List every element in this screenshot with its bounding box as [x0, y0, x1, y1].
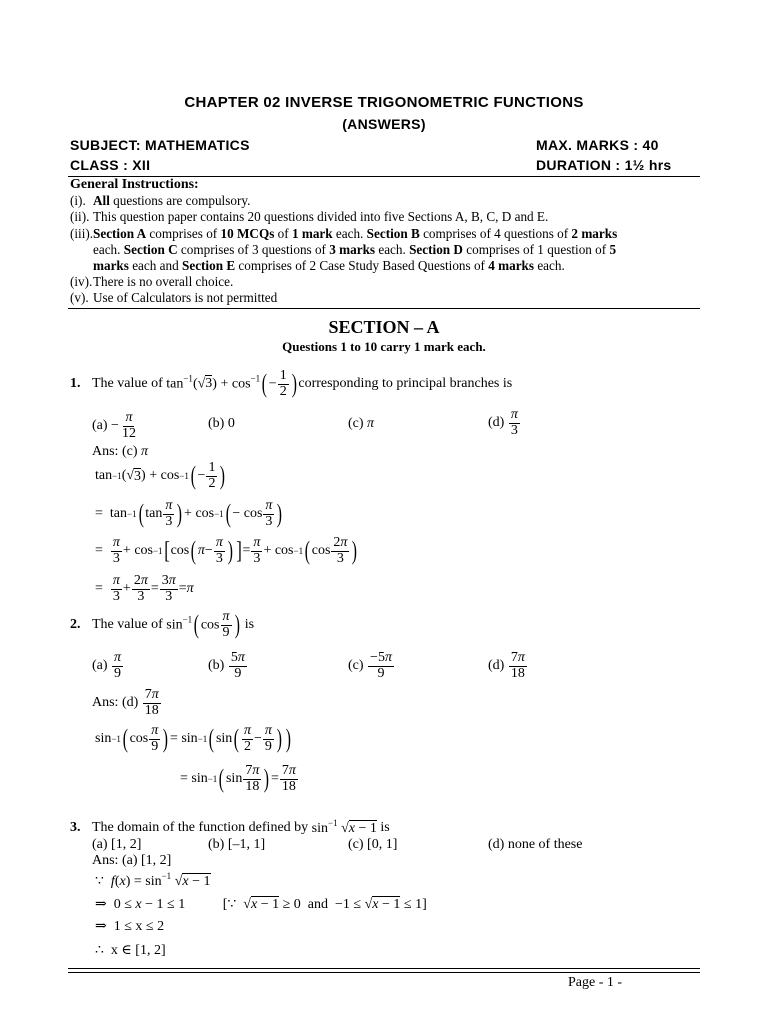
- q3-solution-line-2: ⇒ 0 ≤ x − 1 ≤ 1 [∵ √x − 1 ≥ 0 and −1 ≤ √x − 1 ≤ 1]: [95, 897, 427, 912]
- q1-solution-line-2: = tan −1 ( tan $\frac{\pi}{3}$ ) + cos −1 ( − cos $\frac{\pi}{3}$ ): [95, 498, 283, 529]
- footer-divider: [68, 968, 700, 973]
- instructions-divider: [68, 308, 700, 309]
- instruction-iii-cont: each. Section C comprises of 3 questions of 3 marks each. Section D comprises of 1 question of 5: [93, 241, 617, 257]
- q3-option-a[interactable]: (a) [1, 2]: [92, 837, 142, 852]
- section-title: SECTION – A: [328, 317, 440, 337]
- q1-solution-line-4: = $\frac{\pi}{3}$ + $\frac{2\pi}{3}$ = $\frac{3\pi}{3}$ = π: [95, 573, 194, 604]
- question-1: 1. The value of $\tan^{-1}(√3) + \cos^{-1}$( − $\frac{1}{2}$ ) corresponding to principal branches is: [70, 367, 513, 399]
- question-3: 3. The domain of the function defined by $\sin^{-1} √x - 1$ is: [70, 818, 390, 836]
- q1-option-c[interactable]: (c) π: [348, 416, 375, 431]
- page-subtitle: (ANSWERS): [342, 116, 426, 132]
- q3-solution-line-4: ∴ x ∈ [1, 2]: [95, 943, 166, 958]
- instruction-iii-cont2: marks each and Section E comprises of 2 Case Study Based Questions of 4 marks each.: [93, 258, 565, 274]
- q3-answer: Ans: (a) [1, 2]: [92, 853, 172, 868]
- instruction-i: (i). All questions are compulsory.: [70, 193, 251, 209]
- q1-option-d[interactable]: (d) $\frac{\pi}{3}$: [488, 407, 518, 438]
- section-subtitle: Questions 1 to 10 carry 1 mark each.: [282, 339, 486, 354]
- instruction-iii: (iii).Section A comprises of 10 MCQs of 1 mark each. Section B comprises of 4 questions of 2 marks: [70, 225, 618, 241]
- q3-solution-line-1: ∵ $f(x) = \sin^{-1} √x - 1$: [95, 871, 211, 889]
- q1-solution-line-1: tan −1 (√ 3 ) + cos −1 ( − $\frac{1}{2}$ ): [95, 460, 226, 491]
- q2-option-c[interactable]: (c) $\frac{-5\pi}{9}$: [348, 650, 392, 681]
- q2-solution-line-1: sin −1 ( cos $\frac{\pi}{9}$ ) = sin −1 ( sin ( $\frac{\pi}{2}$ − $\frac{\pi}{9}$ ) ): [95, 723, 291, 754]
- instruction-ii: (ii). This question paper contains 20 questions divided into five Sections A, B, C, D and E.: [70, 209, 549, 225]
- class-label: CLASS : XII: [70, 157, 151, 173]
- page-number: Page - 1 -: [568, 975, 623, 990]
- q2-solution-line-2: = sin −1 ( sin $\frac{7\pi}{18}$ ) = $\frac{7\pi}{18}$: [180, 763, 296, 794]
- q2-option-b[interactable]: (b) $\frac{5\pi}{9}$: [208, 650, 245, 681]
- instruction-iv: (iv).There is no overall choice.: [70, 274, 234, 290]
- q3-option-d[interactable]: (d) none of these: [488, 837, 583, 852]
- instruction-v: (v). Use of Calculators is not permitted: [70, 290, 278, 306]
- q3-option-b[interactable]: (b) [–1, 1]: [208, 837, 266, 852]
- duration-label: DURATION : 1½ hrs: [536, 157, 672, 173]
- q2-option-a[interactable]: (a) $\frac{\pi}{9}$: [92, 650, 122, 681]
- q3-option-c[interactable]: (c) [0, 1]: [348, 837, 398, 852]
- q2-answer: Ans: (d) $\frac{7\pi}{18}$: [92, 687, 159, 718]
- q2-option-d[interactable]: (d) $\frac{7\pi}{18}$: [488, 650, 525, 681]
- general-instructions: [70, 177, 702, 307]
- q3-solution-line-3: ⇒ 1 ≤ x ≤ 2: [95, 919, 165, 934]
- max-marks-label: MAX. MARKS : 40: [536, 137, 659, 153]
- instructions-heading: General Instructions:: [70, 177, 199, 192]
- question-2: 2. The value of $\sin^{-1}$( cos $\frac{\pi}{9}$ ) is: [70, 608, 255, 640]
- q1-solution-line-3: = $\frac{\pi}{3}$ + cos −1 [ cos ( π − $\frac{\pi}{3}$ ) ] = $\frac{\pi}{3}$ + cos −1 ( cos $\frac{2\pi}{3}$ ): [95, 535, 358, 566]
- subject-label: SUBJECT: MATHEMATICS: [70, 137, 250, 153]
- q1-answer: Ans: (c) π: [92, 444, 149, 459]
- q1-option-b[interactable]: (b) 0: [208, 416, 235, 431]
- page-title: CHAPTER 02 INVERSE TRIGONOMETRIC FUNCTIONS: [184, 94, 584, 111]
- q1-option-a[interactable]: (a) − $\frac{\pi}{12}$: [92, 410, 136, 441]
